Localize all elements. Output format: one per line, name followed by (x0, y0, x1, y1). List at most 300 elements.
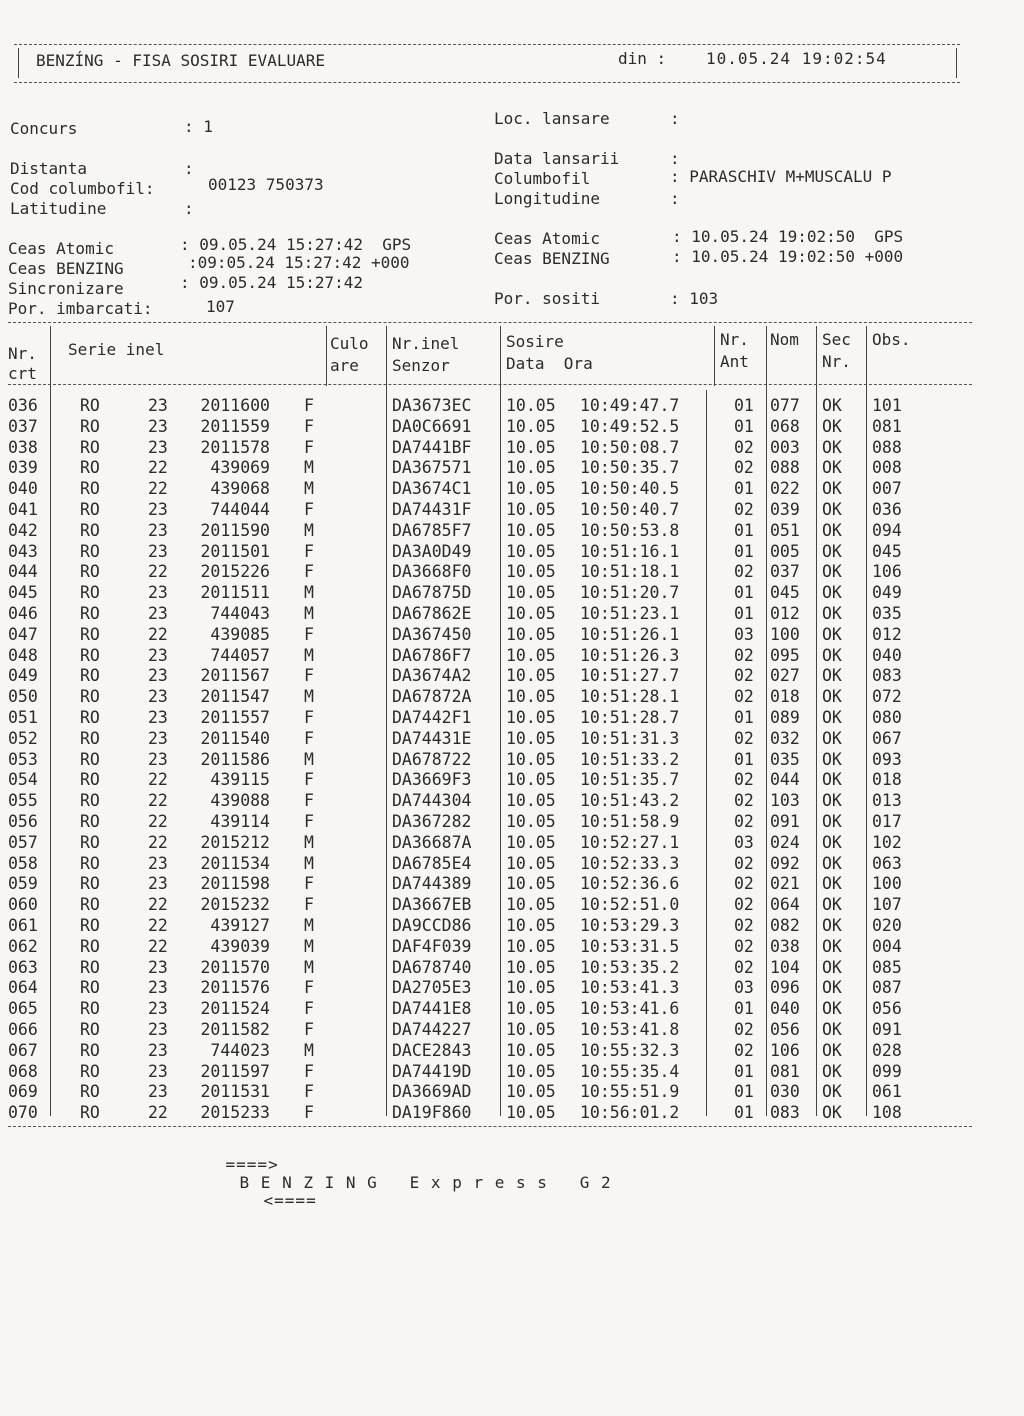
cell-data: 10.05 (506, 396, 556, 415)
cell-ant: 01 (734, 541, 754, 561)
cell-senzor: DA367571 (392, 458, 472, 478)
cell-year: 22 (148, 624, 168, 644)
cell-nr: 039 (8, 458, 38, 478)
cell-nom: 005 (770, 541, 800, 561)
cell-country: RO (80, 916, 100, 935)
cell-data: 10.05 (506, 770, 556, 790)
cell-obs: 007 (872, 479, 902, 499)
cell-ora: 10:51:27.7 (580, 666, 680, 686)
cell-sex: F (304, 728, 314, 748)
cell-senzor: DA3673EC (392, 396, 472, 415)
cell-senzor: DA744227 (392, 1020, 472, 1039)
cell-ora: 10:50:40.7 (580, 500, 680, 519)
ceas-atomic-end-label: Ceas Atomic (494, 229, 600, 248)
cell-country: RO (80, 479, 100, 499)
cell-nom: 077 (770, 396, 800, 415)
col-nr-crt-2: crt (8, 364, 37, 383)
cell-data: 10.05 (506, 936, 556, 956)
cell-ring: 439068 (210, 479, 270, 499)
cell-senzor: DA7442F1 (392, 708, 472, 727)
cell-nr: 062 (8, 936, 38, 956)
cell-country: RO (80, 687, 100, 707)
cell-country: RO (80, 604, 100, 623)
cell-nom: 082 (770, 916, 800, 935)
cell-obs: 063 (872, 853, 902, 873)
cell-country: RO (80, 541, 100, 561)
col-divider-8 (816, 326, 817, 1116)
cell-senzor: DA3668F0 (392, 562, 472, 582)
cell-data: 10.05 (506, 687, 556, 707)
cell-senzor: DA3674A2 (392, 666, 472, 686)
cell-obs: 101 (872, 396, 902, 415)
cell-year: 23 (148, 1020, 168, 1039)
cell-sex: F (304, 541, 314, 561)
cell-nr: 067 (8, 1040, 38, 1060)
footer-arrow-left: ====> (225, 1155, 279, 1174)
cell-ant: 01 (734, 396, 754, 415)
table-top-border (8, 322, 972, 323)
cell-senzor: DA744389 (392, 874, 472, 894)
cell-country: RO (80, 500, 100, 519)
data-lansarii-value: : (670, 149, 680, 168)
cell-ora: 10:51:18.1 (580, 562, 680, 582)
cell-obs: 107 (872, 895, 902, 915)
ceas-benzing-start-value: :09:05.24 15:27:42 +000 (188, 253, 410, 272)
cell-year: 23 (148, 687, 168, 707)
cell-obs: 094 (872, 520, 902, 540)
cell-obs: 008 (872, 458, 902, 478)
cell-ant: 02 (734, 458, 754, 478)
cell-senzor: DA367282 (392, 812, 472, 831)
cell-senzor: DA3667EB (392, 895, 472, 915)
cell-nom: 051 (770, 520, 800, 540)
cell-ring: 2011598 (200, 874, 270, 894)
cell-obs: 093 (872, 749, 902, 769)
cell-nr: 038 (8, 437, 38, 457)
cell-nr: 050 (8, 687, 38, 707)
din-label: din : (618, 49, 667, 68)
cell-data: 10.05 (506, 666, 556, 686)
cell-nr: 065 (8, 999, 38, 1019)
cell-obs: 080 (872, 708, 902, 727)
ceas-atomic-start-label: Ceas Atomic (8, 239, 114, 258)
cell-ora: 10:50:53.8 (580, 520, 680, 540)
cell-sex: F (304, 1103, 314, 1123)
cell-sec: OK (822, 749, 842, 769)
cell-nom: 056 (770, 1020, 800, 1039)
cell-year: 23 (148, 957, 168, 977)
col-nr-crt-1: Nr. (8, 344, 37, 363)
sincronizare-value: : 09.05.24 15:27:42 (180, 273, 364, 292)
cell-senzor: DA67862E (392, 604, 472, 623)
cell-sec: OK (822, 583, 842, 603)
cell-ring: 2011511 (200, 583, 270, 603)
cell-nom: 022 (770, 479, 800, 499)
cell-data: 10.05 (506, 416, 556, 436)
cell-ora: 10:51:31.3 (580, 728, 680, 748)
cell-senzor: DA7441BF (392, 437, 472, 457)
cell-obs: 018 (872, 770, 902, 790)
cell-ora: 10:53:41.6 (580, 999, 680, 1019)
cell-sex: F (304, 396, 314, 415)
col-obs: Obs. (872, 330, 911, 349)
cell-year: 23 (148, 583, 168, 603)
cell-sec: OK (822, 957, 842, 977)
cell-nom: 032 (770, 728, 800, 748)
header-separator (8, 384, 972, 385)
cell-ant: 02 (734, 895, 754, 915)
cell-nom: 091 (770, 812, 800, 831)
cell-data: 10.05 (506, 978, 556, 998)
col-divider-1 (50, 326, 51, 1116)
cell-nom: 104 (770, 957, 800, 977)
cell-obs: 085 (872, 957, 902, 977)
cell-data: 10.05 (506, 583, 556, 603)
cell-data: 10.05 (506, 812, 556, 831)
cell-sex: F (304, 791, 314, 811)
por-sositi-value: : 103 (670, 289, 719, 308)
cell-sec: OK (822, 479, 842, 499)
cell-ant: 02 (734, 936, 754, 956)
cell-sex: M (304, 687, 314, 707)
cell-sex: F (304, 708, 314, 727)
col-divider-9 (866, 326, 867, 1116)
cell-obs: 017 (872, 812, 902, 831)
cell-sex: F (304, 874, 314, 894)
cell-data: 10.05 (506, 624, 556, 644)
ceas-benzing-end-value: : 10.05.24 19:02:50 +000 (672, 247, 904, 266)
cell-country: RO (80, 1061, 100, 1081)
cell-obs: 100 (872, 874, 902, 894)
cell-nr: 061 (8, 916, 38, 935)
cell-nom: 021 (770, 874, 800, 894)
cell-ant: 02 (734, 791, 754, 811)
col-divider-3 (386, 326, 387, 1116)
cell-year: 23 (148, 645, 168, 665)
cell-nr: 063 (8, 957, 38, 977)
cell-data: 10.05 (506, 728, 556, 748)
col-nom: Nom (770, 330, 799, 349)
cell-obs: 035 (872, 604, 902, 623)
col-nr-ant-2: Ant (720, 352, 749, 371)
cell-senzor: DA744304 (392, 791, 472, 811)
col-divider-7 (766, 326, 767, 1116)
cell-country: RO (80, 832, 100, 852)
cell-sec: OK (822, 936, 842, 956)
cell-ring: 2011576 (200, 978, 270, 998)
cell-sec: OK (822, 562, 842, 582)
cell-sec: OK (822, 396, 842, 415)
cell-country: RO (80, 1082, 100, 1102)
cell-ant: 01 (734, 749, 754, 769)
ceas-atomic-end-value: : 10.05.24 19:02:50 GPS (672, 227, 904, 246)
cell-year: 23 (148, 1061, 168, 1081)
cell-sec: OK (822, 916, 842, 935)
cell-year: 23 (148, 666, 168, 686)
cell-ring: 2015233 (200, 1103, 270, 1123)
header-right-border (956, 48, 957, 78)
cell-nom: 106 (770, 1040, 800, 1060)
cell-year: 23 (148, 416, 168, 436)
cell-sex: M (304, 458, 314, 478)
cell-obs: 091 (872, 1020, 902, 1039)
cell-nom: 039 (770, 500, 800, 519)
cell-ant: 03 (734, 978, 754, 998)
cell-data: 10.05 (506, 562, 556, 582)
cell-nr: 056 (8, 812, 38, 831)
cell-country: RO (80, 791, 100, 811)
cell-ring: 2011570 (200, 957, 270, 977)
cell-obs: 061 (872, 1082, 902, 1102)
sincronizare-label: Sincronizare (8, 279, 124, 298)
cell-sex: F (304, 999, 314, 1019)
cell-ring: 2011582 (200, 1020, 270, 1039)
col-culoare-2: are (330, 356, 359, 375)
cell-nr: 046 (8, 604, 38, 623)
cell-ora: 10:55:35.4 (580, 1061, 680, 1081)
cell-ant: 02 (734, 957, 754, 977)
cell-country: RO (80, 728, 100, 748)
cell-ora: 10:50:08.7 (580, 437, 680, 457)
cell-year: 23 (148, 396, 168, 415)
cell-sec: OK (822, 645, 842, 665)
cell-country: RO (80, 396, 100, 415)
cell-nom: 083 (770, 1103, 800, 1123)
latitudine-label: Latitudine (10, 199, 107, 218)
col-culoare-1: Culo (330, 334, 369, 353)
cell-year: 23 (148, 978, 168, 998)
cell-data: 10.05 (506, 999, 556, 1019)
col-sec-1: Sec (822, 330, 851, 349)
cell-ant: 02 (734, 853, 754, 873)
cell-ora: 10:53:41.3 (580, 978, 680, 998)
cell-senzor: DA367450 (392, 624, 472, 644)
cell-ring: 2011534 (200, 853, 270, 873)
loc-lansare-value: : (670, 109, 680, 128)
cell-nom: 096 (770, 978, 800, 998)
col-sec-2: Nr. (822, 352, 851, 371)
cell-ora: 10:53:31.5 (580, 936, 680, 956)
cell-obs: 020 (872, 916, 902, 935)
cell-country: RO (80, 936, 100, 956)
cell-sex: M (304, 853, 314, 873)
cell-sex: F (304, 562, 314, 582)
cell-sec: OK (822, 791, 842, 811)
cell-ring: 2011559 (200, 416, 270, 436)
cell-nr: 047 (8, 624, 38, 644)
cell-ring: 2011524 (200, 999, 270, 1019)
cell-nom: 030 (770, 1082, 800, 1102)
cell-data: 10.05 (506, 895, 556, 915)
cell-data: 10.05 (506, 1103, 556, 1123)
concurs-label: Concurs (10, 119, 78, 138)
longitudine-label: Longitudine (494, 189, 600, 208)
cell-data: 10.05 (506, 791, 556, 811)
cell-ora: 10:52:36.6 (580, 874, 680, 894)
cell-sex: M (304, 916, 314, 935)
cell-ora: 10:51:20.7 (580, 583, 680, 603)
cell-nom: 088 (770, 458, 800, 478)
cell-ant: 02 (734, 1040, 754, 1060)
cell-nom: 012 (770, 604, 800, 623)
cell-ring: 2011557 (200, 708, 270, 727)
cell-ring: 2011547 (200, 687, 270, 707)
cell-year: 22 (148, 791, 168, 811)
cell-sex: M (304, 520, 314, 540)
cell-ant: 03 (734, 832, 754, 852)
cell-sec: OK (822, 1061, 842, 1081)
cell-sex: M (304, 604, 314, 623)
cell-ant: 02 (734, 728, 754, 748)
cell-ring: 2011567 (200, 666, 270, 686)
cell-sex: M (304, 957, 314, 977)
cell-data: 10.05 (506, 1020, 556, 1039)
cell-ant: 01 (734, 604, 754, 623)
cell-sex: F (304, 624, 314, 644)
longitudine-value: : (670, 189, 680, 208)
cell-senzor: DA6786F7 (392, 645, 472, 665)
cell-nom: 092 (770, 853, 800, 873)
cell-senzor: DA74431E (392, 728, 472, 748)
cell-data: 10.05 (506, 853, 556, 873)
cell-nom: 103 (770, 791, 800, 811)
cell-nom: 040 (770, 999, 800, 1019)
cell-data: 10.05 (506, 1040, 556, 1060)
cell-country: RO (80, 708, 100, 727)
cell-ring: 2011597 (200, 1061, 270, 1081)
cell-country: RO (80, 645, 100, 665)
cell-year: 22 (148, 562, 168, 582)
cell-ring: 439088 (210, 791, 270, 811)
cell-year: 23 (148, 1082, 168, 1102)
cell-sec: OK (822, 1082, 842, 1102)
concurs-value: : 1 (184, 117, 213, 136)
cell-country: RO (80, 437, 100, 457)
cell-ora: 10:51:23.1 (580, 604, 680, 623)
cell-ring: 439085 (210, 624, 270, 644)
cell-ora: 10:51:43.2 (580, 791, 680, 811)
cell-country: RO (80, 458, 100, 478)
cell-ora: 10:53:29.3 (580, 916, 680, 935)
cell-obs: 087 (872, 978, 902, 998)
cell-nr: 045 (8, 583, 38, 603)
cell-country: RO (80, 1103, 100, 1123)
cell-data: 10.05 (506, 500, 556, 519)
cell-sec: OK (822, 437, 842, 457)
cell-senzor: DA6785E4 (392, 853, 472, 873)
cell-senzor: DAF4F039 (392, 936, 472, 956)
cell-ant: 02 (734, 1020, 754, 1039)
cell-ant: 01 (734, 1103, 754, 1123)
cell-sex: F (304, 1020, 314, 1039)
cell-ora: 10:55:51.9 (580, 1082, 680, 1102)
cell-nom: 045 (770, 583, 800, 603)
cell-obs: 012 (872, 624, 902, 644)
por-sositi-label: Por. sositi (494, 289, 600, 308)
cell-ant: 02 (734, 874, 754, 894)
cell-ring: 744057 (210, 645, 270, 665)
cell-nr: 054 (8, 770, 38, 790)
cell-senzor: DA3A0D49 (392, 541, 472, 561)
cell-ora: 10:53:35.2 (580, 957, 680, 977)
cell-senzor: DA3669AD (392, 1082, 472, 1102)
cell-sex: M (304, 936, 314, 956)
cell-nom: 003 (770, 437, 800, 457)
ceas-benzing-start-label: Ceas BENZING (8, 259, 124, 278)
cell-nom: 035 (770, 749, 800, 769)
cell-nom: 038 (770, 936, 800, 956)
cell-nr: 042 (8, 520, 38, 540)
cell-nom: 068 (770, 416, 800, 436)
cell-data: 10.05 (506, 645, 556, 665)
cell-sec: OK (822, 999, 842, 1019)
cell-nr: 049 (8, 666, 38, 686)
cell-ring: 2011501 (200, 541, 270, 561)
cell-year: 23 (148, 500, 168, 519)
cell-senzor: DA3674C1 (392, 479, 472, 499)
cell-sex: M (304, 479, 314, 499)
ceas-atomic-start-value: : 09.05.24 15:27:42 GPS (180, 235, 412, 254)
cell-obs: 049 (872, 583, 902, 603)
cell-year: 22 (148, 812, 168, 831)
table-bottom-border (8, 1126, 972, 1127)
cell-nr: 064 (8, 978, 38, 998)
cell-sex: F (304, 978, 314, 998)
cell-nr: 051 (8, 708, 38, 727)
cell-sec: OK (822, 832, 842, 852)
cell-sec: OK (822, 666, 842, 686)
cell-nr: 053 (8, 749, 38, 769)
cell-ring: 439069 (210, 458, 270, 478)
cell-ora: 10:52:27.1 (580, 832, 680, 852)
cell-ora: 10:51:33.2 (580, 749, 680, 769)
cell-ring: 439114 (210, 812, 270, 831)
cell-year: 23 (148, 853, 168, 873)
cell-nr: 068 (8, 1061, 38, 1081)
cell-data: 10.05 (506, 708, 556, 727)
cell-ora: 10:51:58.9 (580, 812, 680, 831)
cell-ant: 02 (734, 562, 754, 582)
distanta-value: : (184, 159, 194, 178)
cell-obs: 028 (872, 1040, 902, 1060)
cell-sex: M (304, 645, 314, 665)
cell-ora: 10:56:01.2 (580, 1103, 680, 1123)
cell-year: 22 (148, 479, 168, 499)
cell-nom: 089 (770, 708, 800, 727)
cell-year: 23 (148, 874, 168, 894)
cell-nr: 041 (8, 500, 38, 519)
cell-ora: 10:51:35.7 (580, 770, 680, 790)
cell-nom: 018 (770, 687, 800, 707)
cell-sec: OK (822, 874, 842, 894)
cell-sex: M (304, 749, 314, 769)
cell-senzor: DA2705E3 (392, 978, 472, 998)
cell-ant: 01 (734, 999, 754, 1019)
cell-nr: 043 (8, 541, 38, 561)
cell-ora: 10:51:28.1 (580, 687, 680, 707)
cell-sec: OK (822, 853, 842, 873)
cell-ring: 439127 (210, 916, 270, 935)
cell-obs: 088 (872, 437, 902, 457)
header-bottom-border (14, 82, 960, 83)
cell-senzor: DA67872A (392, 687, 472, 707)
cell-ant: 02 (734, 687, 754, 707)
cell-senzor: DA678722 (392, 749, 472, 769)
cell-country: RO (80, 666, 100, 686)
loc-lansare-label: Loc. lansare (494, 109, 610, 128)
cell-ant: 01 (734, 708, 754, 727)
cell-sec: OK (822, 687, 842, 707)
